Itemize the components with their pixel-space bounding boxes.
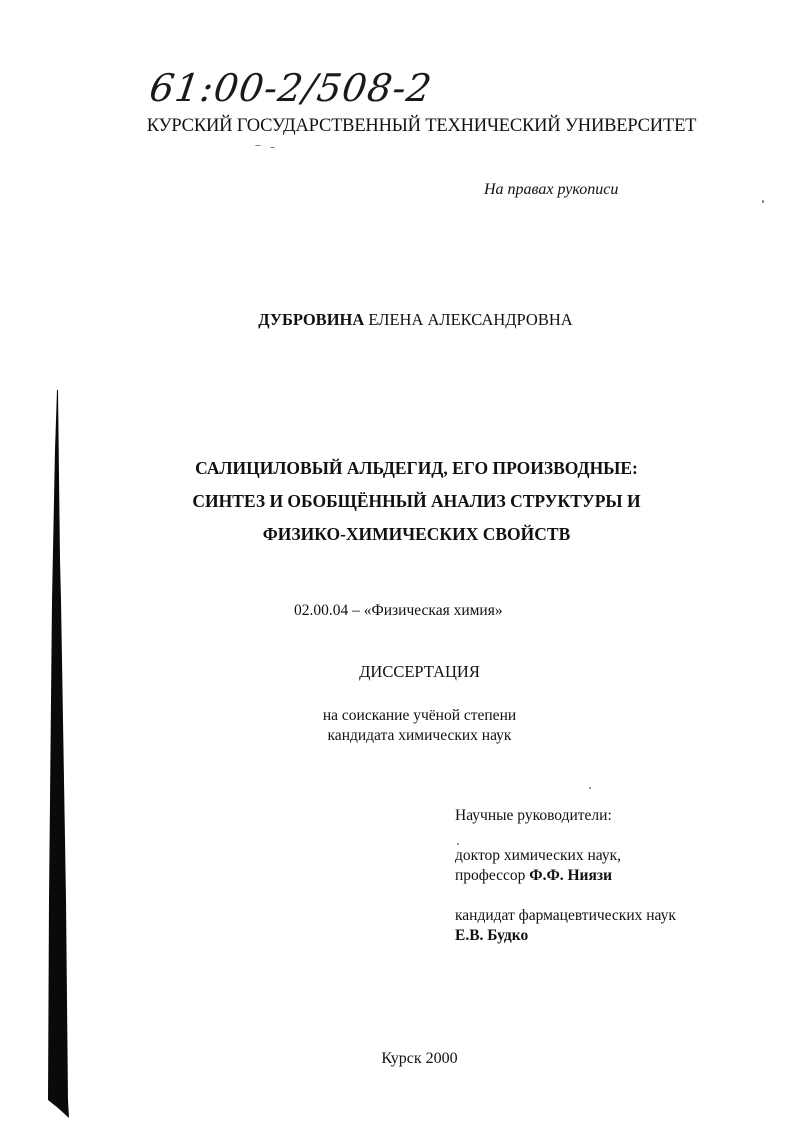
rights-note: На правах рукописи xyxy=(484,181,619,198)
scan-speck xyxy=(270,147,275,148)
supervisor-title-name xyxy=(455,866,676,886)
scan-speck xyxy=(457,843,459,845)
title-line: СИНТЕЗ И ОБОБЩЁННЫЙ АНАЛИЗ СТРУКТУРЫ И xyxy=(192,491,641,511)
supervisor-entry xyxy=(455,846,676,886)
scan-speck xyxy=(589,787,591,789)
specialty-code: 02.00.04 – «Физическая химия» xyxy=(294,602,503,619)
dissertation-title xyxy=(0,452,793,551)
supervisor-name: Ф.Ф. Ниязи xyxy=(529,867,613,884)
title-line: ФИЗИКО-ХИМИЧЕСКИХ СВОЙСТВ xyxy=(262,524,571,544)
document-type: ДИССЕРТАЦИЯ xyxy=(359,662,480,681)
degree-sought xyxy=(0,706,793,746)
supervisor-title: доктор химических наук, xyxy=(455,847,621,864)
supervisors-block xyxy=(455,806,676,966)
handwritten-catalog-code: 61:00-2/508-2 xyxy=(146,66,435,110)
supervisor-rank: профессор xyxy=(455,867,530,884)
scan-speck xyxy=(762,200,764,203)
supervisor-entry xyxy=(455,906,676,946)
scan-speck xyxy=(255,145,261,146)
author-surname: ДУБРОВИНА xyxy=(258,310,365,329)
supervisors-heading: Научные руководители: xyxy=(455,807,612,824)
degree-line: кандидата химических наук xyxy=(327,727,512,744)
title-line: САЛИЦИЛОВЫЙ АЛЬДЕГИД, ЕГО ПРОИЗВОДНЫЕ: xyxy=(195,458,638,478)
author-given-names: ЕЛЕНА АЛЕКСАНДРОВНА xyxy=(364,310,573,329)
university-name: КУРСКИЙ ГОСУДАРСТВЕННЫЙ ТЕХНИЧЕСКИЙ УНИВЕРСИТЕТ xyxy=(146,116,697,136)
city-year: Курск 2000 xyxy=(381,1050,458,1067)
degree-line: на соискание учёной степени xyxy=(322,707,517,724)
supervisor-title: кандидат фармацевтических наук xyxy=(455,907,676,924)
supervisor-name: Е.В. Будко xyxy=(455,927,529,944)
author-name xyxy=(0,310,793,330)
